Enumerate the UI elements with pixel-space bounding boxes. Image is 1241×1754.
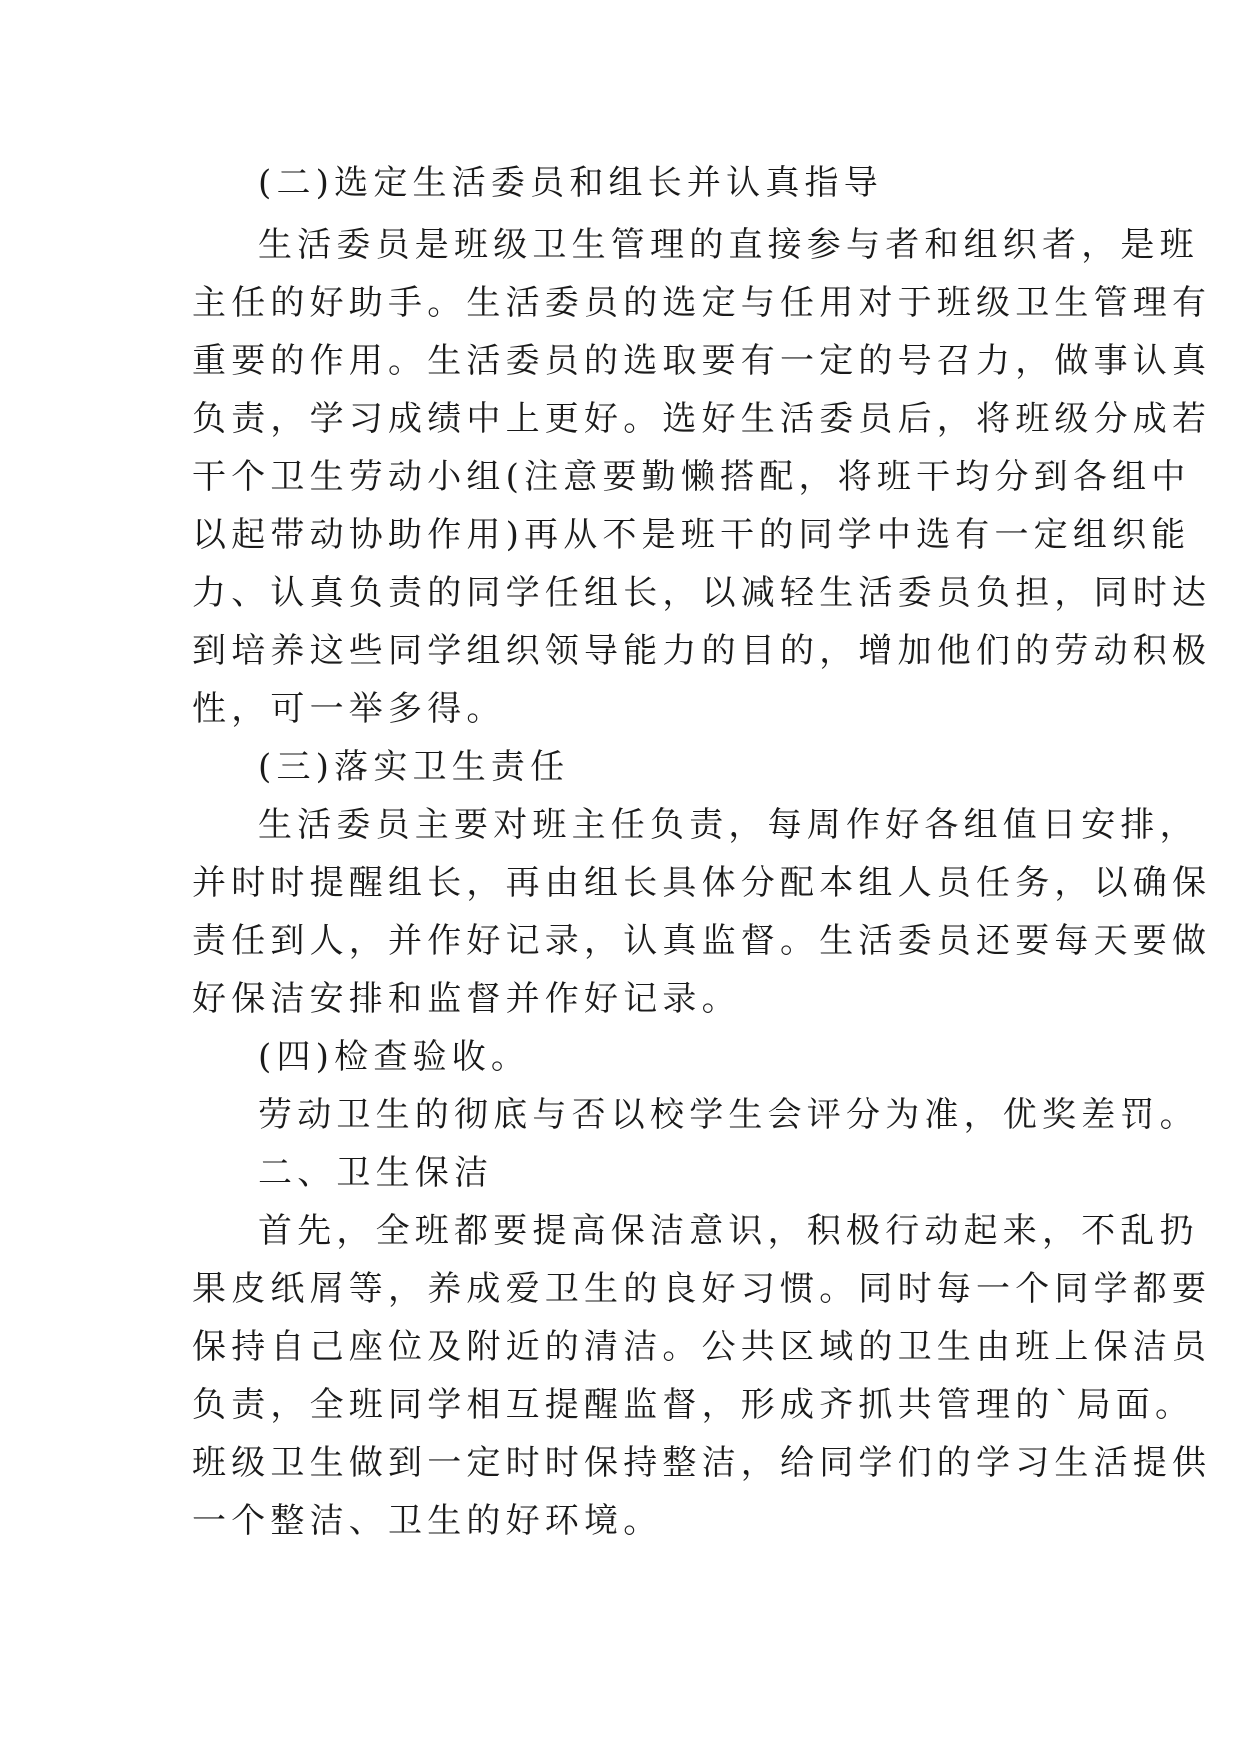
paragraph-line: 以起带动协助作用)再从不是班干的同学中选有一定组织能 bbox=[192, 515, 1191, 555]
paragraph-line: 好保洁安排和监督并作好记录。 bbox=[192, 979, 741, 1019]
paragraph-line: 并时时提醒组长，再由组长具体分配本组人员任务，以确保 bbox=[192, 863, 1212, 903]
paragraph-line: 果皮纸屑等，养成爱卫生的良好习惯。同时每一个同学都要 bbox=[192, 1269, 1212, 1309]
paragraph-line: 一个整洁、卫生的好环境。 bbox=[192, 1501, 663, 1541]
paragraph-line: 首先，全班都要提高保洁意识，积极行动起来，不乱扔 bbox=[258, 1211, 1199, 1251]
paragraph-line: 到培养这些同学组织领导能力的目的，增加他们的劳动积极 bbox=[192, 631, 1212, 671]
heading-2: (二)选定生活委员和组长并认真指导 bbox=[258, 163, 883, 203]
paragraph-line: 责任到人，并作好记录，认真监督。生活委员还要每天要做 bbox=[192, 921, 1212, 961]
paragraph-line: 保持自己座位及附近的清洁。公共区域的卫生由班上保洁员 bbox=[192, 1327, 1212, 1367]
paragraph-line: 生活委员是班级卫生管理的直接参与者和组织者，是班 bbox=[258, 225, 1199, 265]
heading-3: (三)落实卫生责任 bbox=[258, 747, 570, 787]
paragraph-line: 生活委员主要对班主任负责，每周作好各组值日安排， bbox=[258, 805, 1199, 845]
paragraph-line: 负责，学习成绩中上更好。选好生活委员后，将班级分成若 bbox=[192, 399, 1212, 439]
paragraph-line: 负责，全班同学相互提醒监督，形成齐抓共管理的`局面。 bbox=[192, 1385, 1195, 1425]
paragraph-line: 主任的好助手。生活委员的选定与任用对于班级卫生管理有 bbox=[192, 283, 1212, 323]
section-heading: 二、卫生保洁 bbox=[258, 1153, 494, 1193]
paragraph-line: 性，可一举多得。 bbox=[192, 689, 506, 729]
heading-4: (四)检查验收。 bbox=[258, 1037, 531, 1077]
paragraph-line: 劳动卫生的彻底与否以校学生会评分为准，优奖差罚。 bbox=[258, 1095, 1199, 1135]
paragraph-line: 重要的作用。生活委员的选取要有一定的号召力，做事认真 bbox=[192, 341, 1212, 381]
paragraph-line: 干个卫生劳动小组(注意要勤懒搭配，将班干均分到各组中 bbox=[192, 457, 1191, 497]
paragraph-line: 力、认真负责的同学任组长，以减轻生活委员负担，同时达 bbox=[192, 573, 1212, 613]
paragraph-line: 班级卫生做到一定时时保持整洁，给同学们的学习生活提供 bbox=[192, 1443, 1212, 1483]
